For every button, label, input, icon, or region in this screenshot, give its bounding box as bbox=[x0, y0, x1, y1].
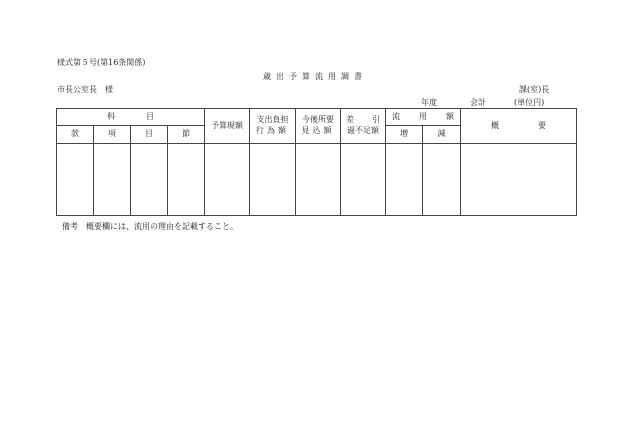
cell-budget[interactable] bbox=[205, 144, 250, 216]
cell-increase[interactable] bbox=[386, 144, 423, 216]
budget-transfer-table bbox=[56, 108, 577, 216]
header-difference bbox=[341, 109, 386, 144]
table-row bbox=[57, 144, 577, 216]
account-label: 会計 bbox=[470, 98, 486, 107]
header-transfer-right: 額 bbox=[446, 111, 454, 121]
fiscal-year-label: 年度 bbox=[421, 98, 437, 107]
header-setsu: 節 bbox=[168, 126, 205, 144]
header-summary bbox=[461, 109, 577, 144]
header-transfer-mid: 用 bbox=[419, 111, 427, 121]
header-decrease: 減 bbox=[423, 126, 461, 144]
header-transfer-left: 流 bbox=[392, 111, 400, 121]
cell-summary[interactable] bbox=[461, 144, 577, 216]
cell-moku[interactable] bbox=[131, 144, 168, 216]
header-budget-label: 予算現額 bbox=[211, 120, 243, 130]
cell-setsu[interactable] bbox=[168, 144, 205, 216]
header-kan: 款 bbox=[57, 126, 94, 144]
document-title: 歳出予算流用調書 bbox=[263, 72, 367, 81]
cell-difference[interactable] bbox=[341, 144, 386, 216]
header-kamoku-right: 目 bbox=[146, 111, 154, 121]
header-expenditure-line2: 行為額 bbox=[256, 126, 289, 135]
header-future-line1: 今後所要 bbox=[302, 115, 334, 125]
cell-kan[interactable] bbox=[57, 144, 94, 216]
addressee: 市長公室長 様 bbox=[57, 85, 113, 94]
header-increase: 増 bbox=[386, 126, 423, 144]
header-summary-right: 要 bbox=[538, 120, 546, 130]
header-kamoku bbox=[57, 109, 205, 126]
header-expenditure bbox=[250, 109, 296, 144]
issuer-title: 課(室)長 bbox=[519, 85, 550, 94]
header-future bbox=[296, 109, 341, 144]
header-kou: 項 bbox=[94, 126, 131, 144]
unit-label: (単位円) bbox=[514, 98, 545, 107]
header-future-line2: 見込額 bbox=[301, 126, 335, 135]
form-number: 様式第５号(第16条関係) bbox=[57, 58, 146, 67]
header-difference-right: 引 bbox=[372, 115, 380, 125]
remark-note: 備考 概要欄には、流用の理由を記載すること。 bbox=[62, 222, 238, 231]
cell-decrease[interactable] bbox=[423, 144, 461, 216]
header-difference-line2: 過不足額 bbox=[347, 126, 379, 135]
cell-future[interactable] bbox=[296, 144, 341, 216]
header-kamoku-left: 科 bbox=[107, 111, 115, 121]
header-transfer bbox=[386, 109, 461, 126]
header-budget bbox=[205, 109, 250, 144]
cell-kou[interactable] bbox=[94, 144, 131, 216]
cell-expenditure[interactable] bbox=[250, 144, 296, 216]
header-summary-left: 概 bbox=[491, 120, 499, 130]
header-difference-left: 差 bbox=[346, 115, 354, 125]
header-expenditure-line1: 支出負担 bbox=[256, 115, 289, 125]
header-moku: 目 bbox=[131, 126, 168, 144]
